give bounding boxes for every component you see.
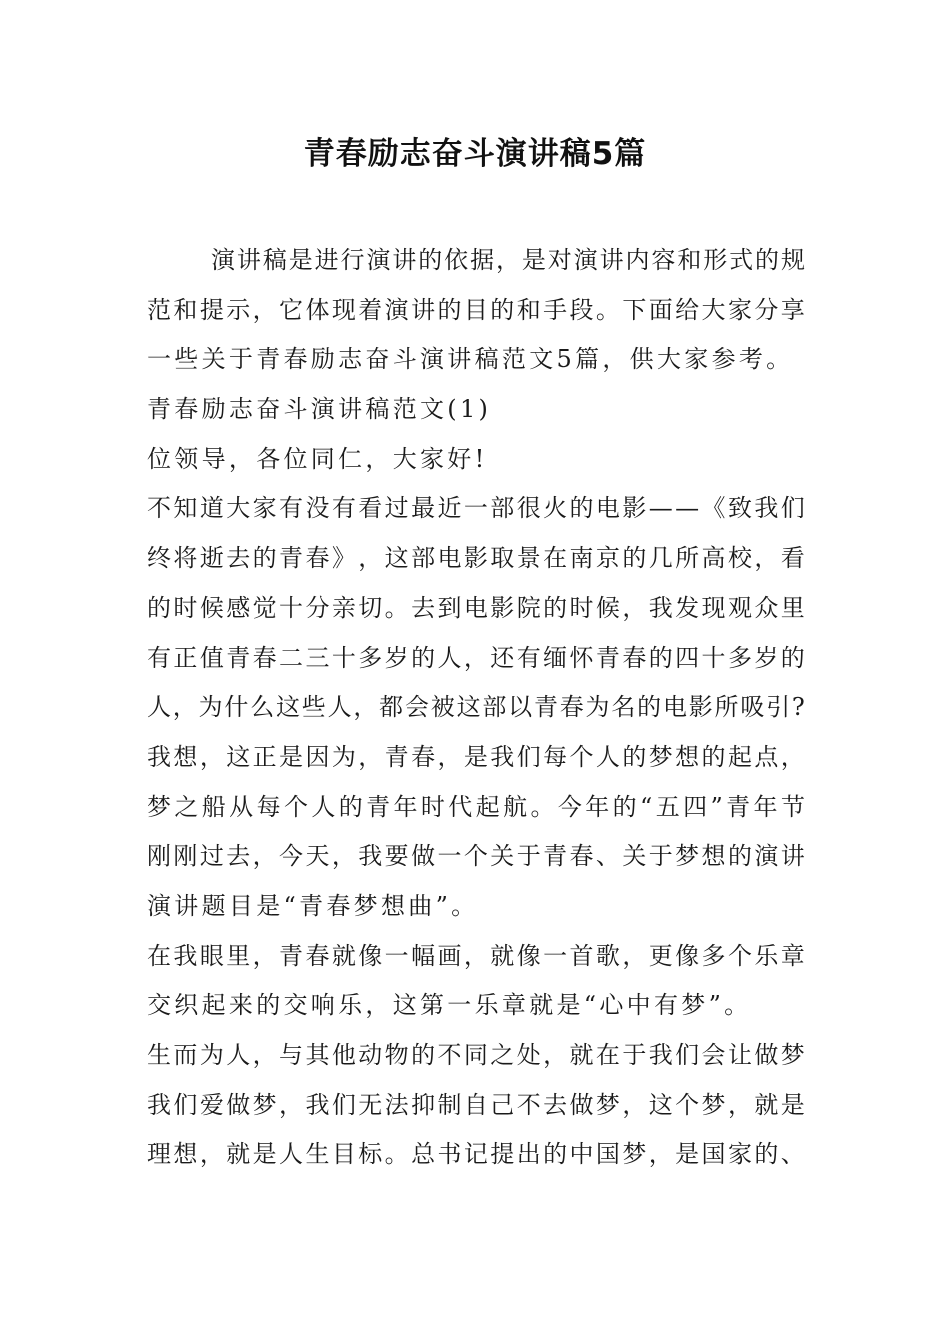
text-line: 刚 刚 过 去 ， 今 天 ， 我 要 做 一 个 关 于 青 春 、 关 于 梦 想 的 演 讲 (147, 842, 805, 871)
text-line (147, 335, 805, 385)
text-line: 我 想 ， 这 正 是 因 为 ， 青 春 ， 是 我 们 每 个 人 的 梦 想 的 起 点 ， (147, 742, 805, 771)
text-line-content: 青春励志奋斗演讲稿范文(1) (147, 395, 492, 424)
text-line: 理 想 ， 就 是 人 生 目 标 。 总 书 记 提 出 的 中 国 梦 ， 是 国 家 的 、 (147, 1140, 805, 1169)
text-line: 生 而 为 人 ， 与 其 他 动 物 的 不 同 之 处 ， 就 在 于 我 们 会 让 做 梦 (147, 1041, 805, 1069)
text-line: 的 时 候 感 觉 十 分 亲 切 。 去 到 电 影 院 的 时 候 ， 我 发 现 观 众 里 (147, 593, 805, 622)
text-line (147, 981, 805, 1031)
text-line-content: 一些关于青春励志奋斗演讲稿范文5篇，供大家参考。 (147, 345, 794, 374)
text-line: 终 将 逝 去 的 青 春 》 ， 这 部 电 影 取 景 在 南 京 的 几 所 高 校 ， 看 (147, 544, 805, 573)
text-line: 梦 之 船 从 每 个 人 的 青 年 时 代 起 航 。 今 年 的 “ 五 四 ” 青 年 节 (147, 792, 805, 821)
document-title: 青春励志奋斗演讲稿5篇 (303, 136, 647, 172)
text-line-content: 位领导，各位同仁，大家好! (147, 444, 488, 473)
text-line: 演 讲 稿 是 进 行 演 讲 的 依 据 ， 是 对 演 讲 内 容 和 形 式 的 规 (211, 246, 805, 274)
text-line: 有 正 值 青 春 二 三 十 多 岁 的 人 ， 还 有 缅 怀 青 春 的 四 十 多 岁 的 (147, 643, 805, 672)
text-line (147, 435, 805, 485)
text-line: 不 知 道 大 家 有 没 有 看 过 最 近 一 部 很 火 的 电 影 — — 《 致 我 们 (147, 494, 805, 523)
text-line (147, 385, 805, 435)
text-line: 我 们 爱 做 梦 ， 我 们 无 法 抑 制 自 己 不 去 做 梦 ， 这 个 梦 ， 就 是 (147, 1090, 805, 1119)
text-line-content: 交织起来的交响乐，这第一乐章就是“心中有梦”。 (147, 991, 752, 1020)
text-line: 范 和 提 示 ， 它 体 现 着 演 讲 的 目 的 和 手 段 。 下 面 给 大 家 分 享 (147, 295, 805, 324)
text-line: 在 我 眼 里 ， 青 春 就 像 一 幅 画 ， 就 像 一 首 歌 ， 更 像 多 个 乐 章 (147, 941, 805, 970)
text-line (147, 882, 805, 932)
text-line-content: 演讲题目是“青春梦想曲”。 (147, 891, 479, 920)
document-body (147, 236, 805, 1180)
text-line: 人 ， 为 什 么 这 些 人 ， 都 会 被 这 部 以 青 春 为 名 的 电 影 所 吸 引 ? (147, 693, 805, 722)
